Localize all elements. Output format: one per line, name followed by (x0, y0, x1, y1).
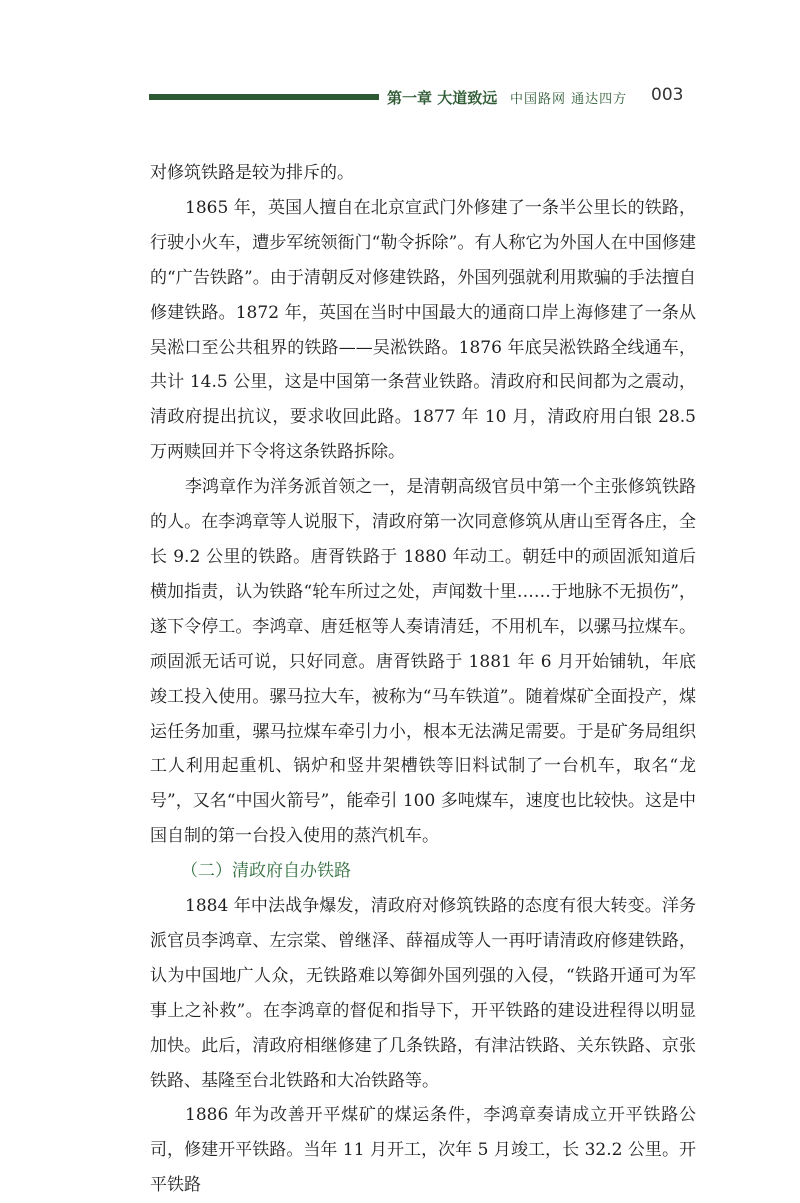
paragraph-wusong-railway: 1865 年，英国人擅自在北京宣武门外修建了一条半公里长的铁路，行驶小火车，遭步军统领衙门“勒令拆除”。有人称它为外国人在中国修建的“广告铁路”。由于清朝反对修建铁路，外国列强就利用欺骗的手法擅自修建铁路。1872 年，英国在当时中国最大的通商口岸上海修建了一条从吴淞口至公共租界的铁路——吴淞铁路。1876 年底吴淞铁路全线通车，共计 14.5 公里，这是中国第一条营业铁路。清政府和民间都为之震动，清政府提出抗议，要求收回此路。1877 年 10 月，清政府用白银 28.5 万两赎回并下令将这条铁路拆除。 (150, 197, 696, 463)
main-text (150, 156, 696, 1203)
running-header (0, 84, 800, 112)
page-number: 003 (651, 85, 684, 105)
paragraph-kaiping-railway: 1886 年为改善开平煤矿的煤运条件，李鸿章奏请成立开平铁路公司，修建开平铁路。当年 11 月开工，次年 5 月竣工，长 32.2 公里。开平铁路 (150, 1105, 696, 1196)
paragraph-continued: 对修筑铁路是较为排斥的。 (150, 163, 354, 183)
section-subtitle: 中国路网 通达四方 (510, 92, 628, 107)
paragraph-sino-french-war: 1884 年中法战争爆发，清政府对修筑铁路的态度有很大转变。洋务派官员李鸿章、左宗棠、曾继泽、薛福成等人一再吁请清政府修建铁路，认为中国地广人众，无铁路难以筹御外国列强的入侵，“铁路开通可为军事上之补救”。在李鸿章的督促和指导下，开平铁路的建设进程得以明显加快。此后，清政府相继修建了几条铁路，有津沽铁路、关东铁路、京张铁路、基隆至台北铁路和大冶铁路等。 (150, 896, 696, 1091)
chapter-title: 第一章 大道致远 (387, 89, 498, 107)
section-heading: （二）清政府自办铁路 (181, 861, 351, 882)
header-decorative-bar (149, 94, 379, 100)
paragraph-tangxu-railway: 李鸿章作为洋务派首领之一，是清朝高级官员中第一个主张修筑铁路的人。在李鸿章等人说服下，清政府第一次同意修筑从唐山至胥各庄，全长 9.2 公里的铁路。唐胥铁路于 1880 年动工。朝廷中的顽固派知道后横加指责，认为铁路“轮车所过之处，声闻数十里……于地脉不无损伤”，遂下令停工。李鸿章、唐廷枢等人奏请清廷，不用机车，以骡马拉煤车。顽固派无话可说，只好同意。唐胥铁路于 1881 年 6 月开始铺轨，年底竣工投入使用。骡马拉大车，被称为“马车铁道”。随着煤矿全面投产，煤运任务加重，骡马拉煤车牵引力小，根本无法满足需要。于是矿务局组织工人利用起重机、锅炉和竖井架槽铁等旧料试制了一台机车，取名“龙号”，又名“中国火箭号”，能牵引 100 多吨煤车，速度也比较快。这是中国自制的第一台投入使用的蒸汽机车。 (150, 477, 696, 847)
